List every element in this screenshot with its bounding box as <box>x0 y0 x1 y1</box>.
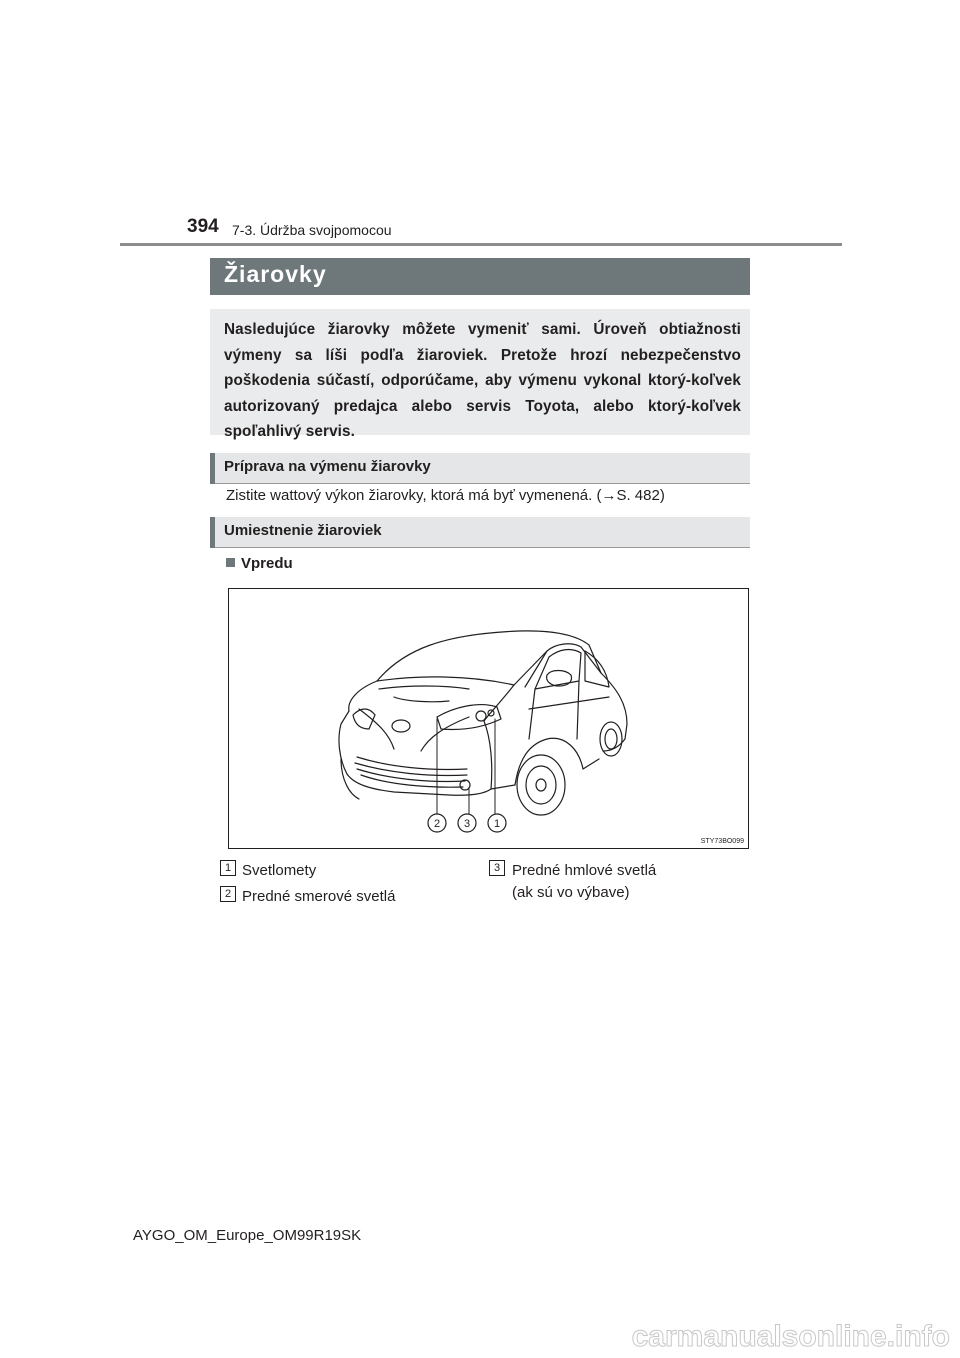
header-divider <box>120 243 842 246</box>
preparation-text: Zistite wattový výkon žiarovky, ktorá má byť vymenená. (→S. 482) <box>226 487 665 504</box>
legend-3-number: 3 <box>489 860 505 876</box>
legend-3-label: Predné hmlové svetlá <box>512 862 657 879</box>
legend-2-label: Predné smerové svetlá <box>242 888 396 905</box>
legend-1-number: 1 <box>220 860 236 876</box>
page-title: Žiarovky <box>224 261 327 287</box>
car-front-figure <box>228 588 749 849</box>
callout-3-label: 3 <box>463 818 471 830</box>
location-heading-bar <box>210 517 750 548</box>
heading-accent <box>210 453 215 484</box>
document-footer: AYGO_OM_Europe_OM99R19SK <box>133 1227 362 1244</box>
square-bullet-icon <box>226 558 235 567</box>
page-number: 394 <box>187 216 219 237</box>
intro-box <box>210 309 750 440</box>
callout-markers <box>428 814 506 832</box>
location-heading: Umiestnenie žiaroviek <box>224 522 382 539</box>
callout-1-label: 1 <box>493 818 501 830</box>
preparation-heading-bar <box>210 453 750 484</box>
callout-2-label: 2 <box>433 818 441 830</box>
front-bullet <box>226 555 293 572</box>
section-breadcrumb: 7-3. Údržba svojpomocou <box>232 222 392 238</box>
heading-accent <box>210 517 215 548</box>
legend-1-label: Svetlomety <box>242 862 317 879</box>
watermark-text: carmanualsonline.info <box>631 1320 950 1353</box>
legend-3-label-note: (ak sú vo výbave) <box>512 884 630 901</box>
figure-code: STY73BO099 <box>700 838 744 845</box>
legend-2-number: 2 <box>220 886 236 902</box>
car-illustration <box>229 589 748 848</box>
intro-text: Nasledujúce žiarovky môžete vymeniť sami. Úroveň obtiažnosti výmeny sa líši podľa žiaroviek. Pretože hrozí nebezpečenstvo poškodenia súčastí, odporúčame, aby výmenu vykonal ktorý-koľvek autorizovaný predajca alebo servis Toyota, alebo ktorý-koľvek spoľahlivý servis. <box>224 321 741 440</box>
front-label: Vpredu <box>241 555 293 572</box>
page-title-bar <box>210 258 750 295</box>
preparation-heading: Príprava na výmenu žiarovky <box>224 458 431 475</box>
